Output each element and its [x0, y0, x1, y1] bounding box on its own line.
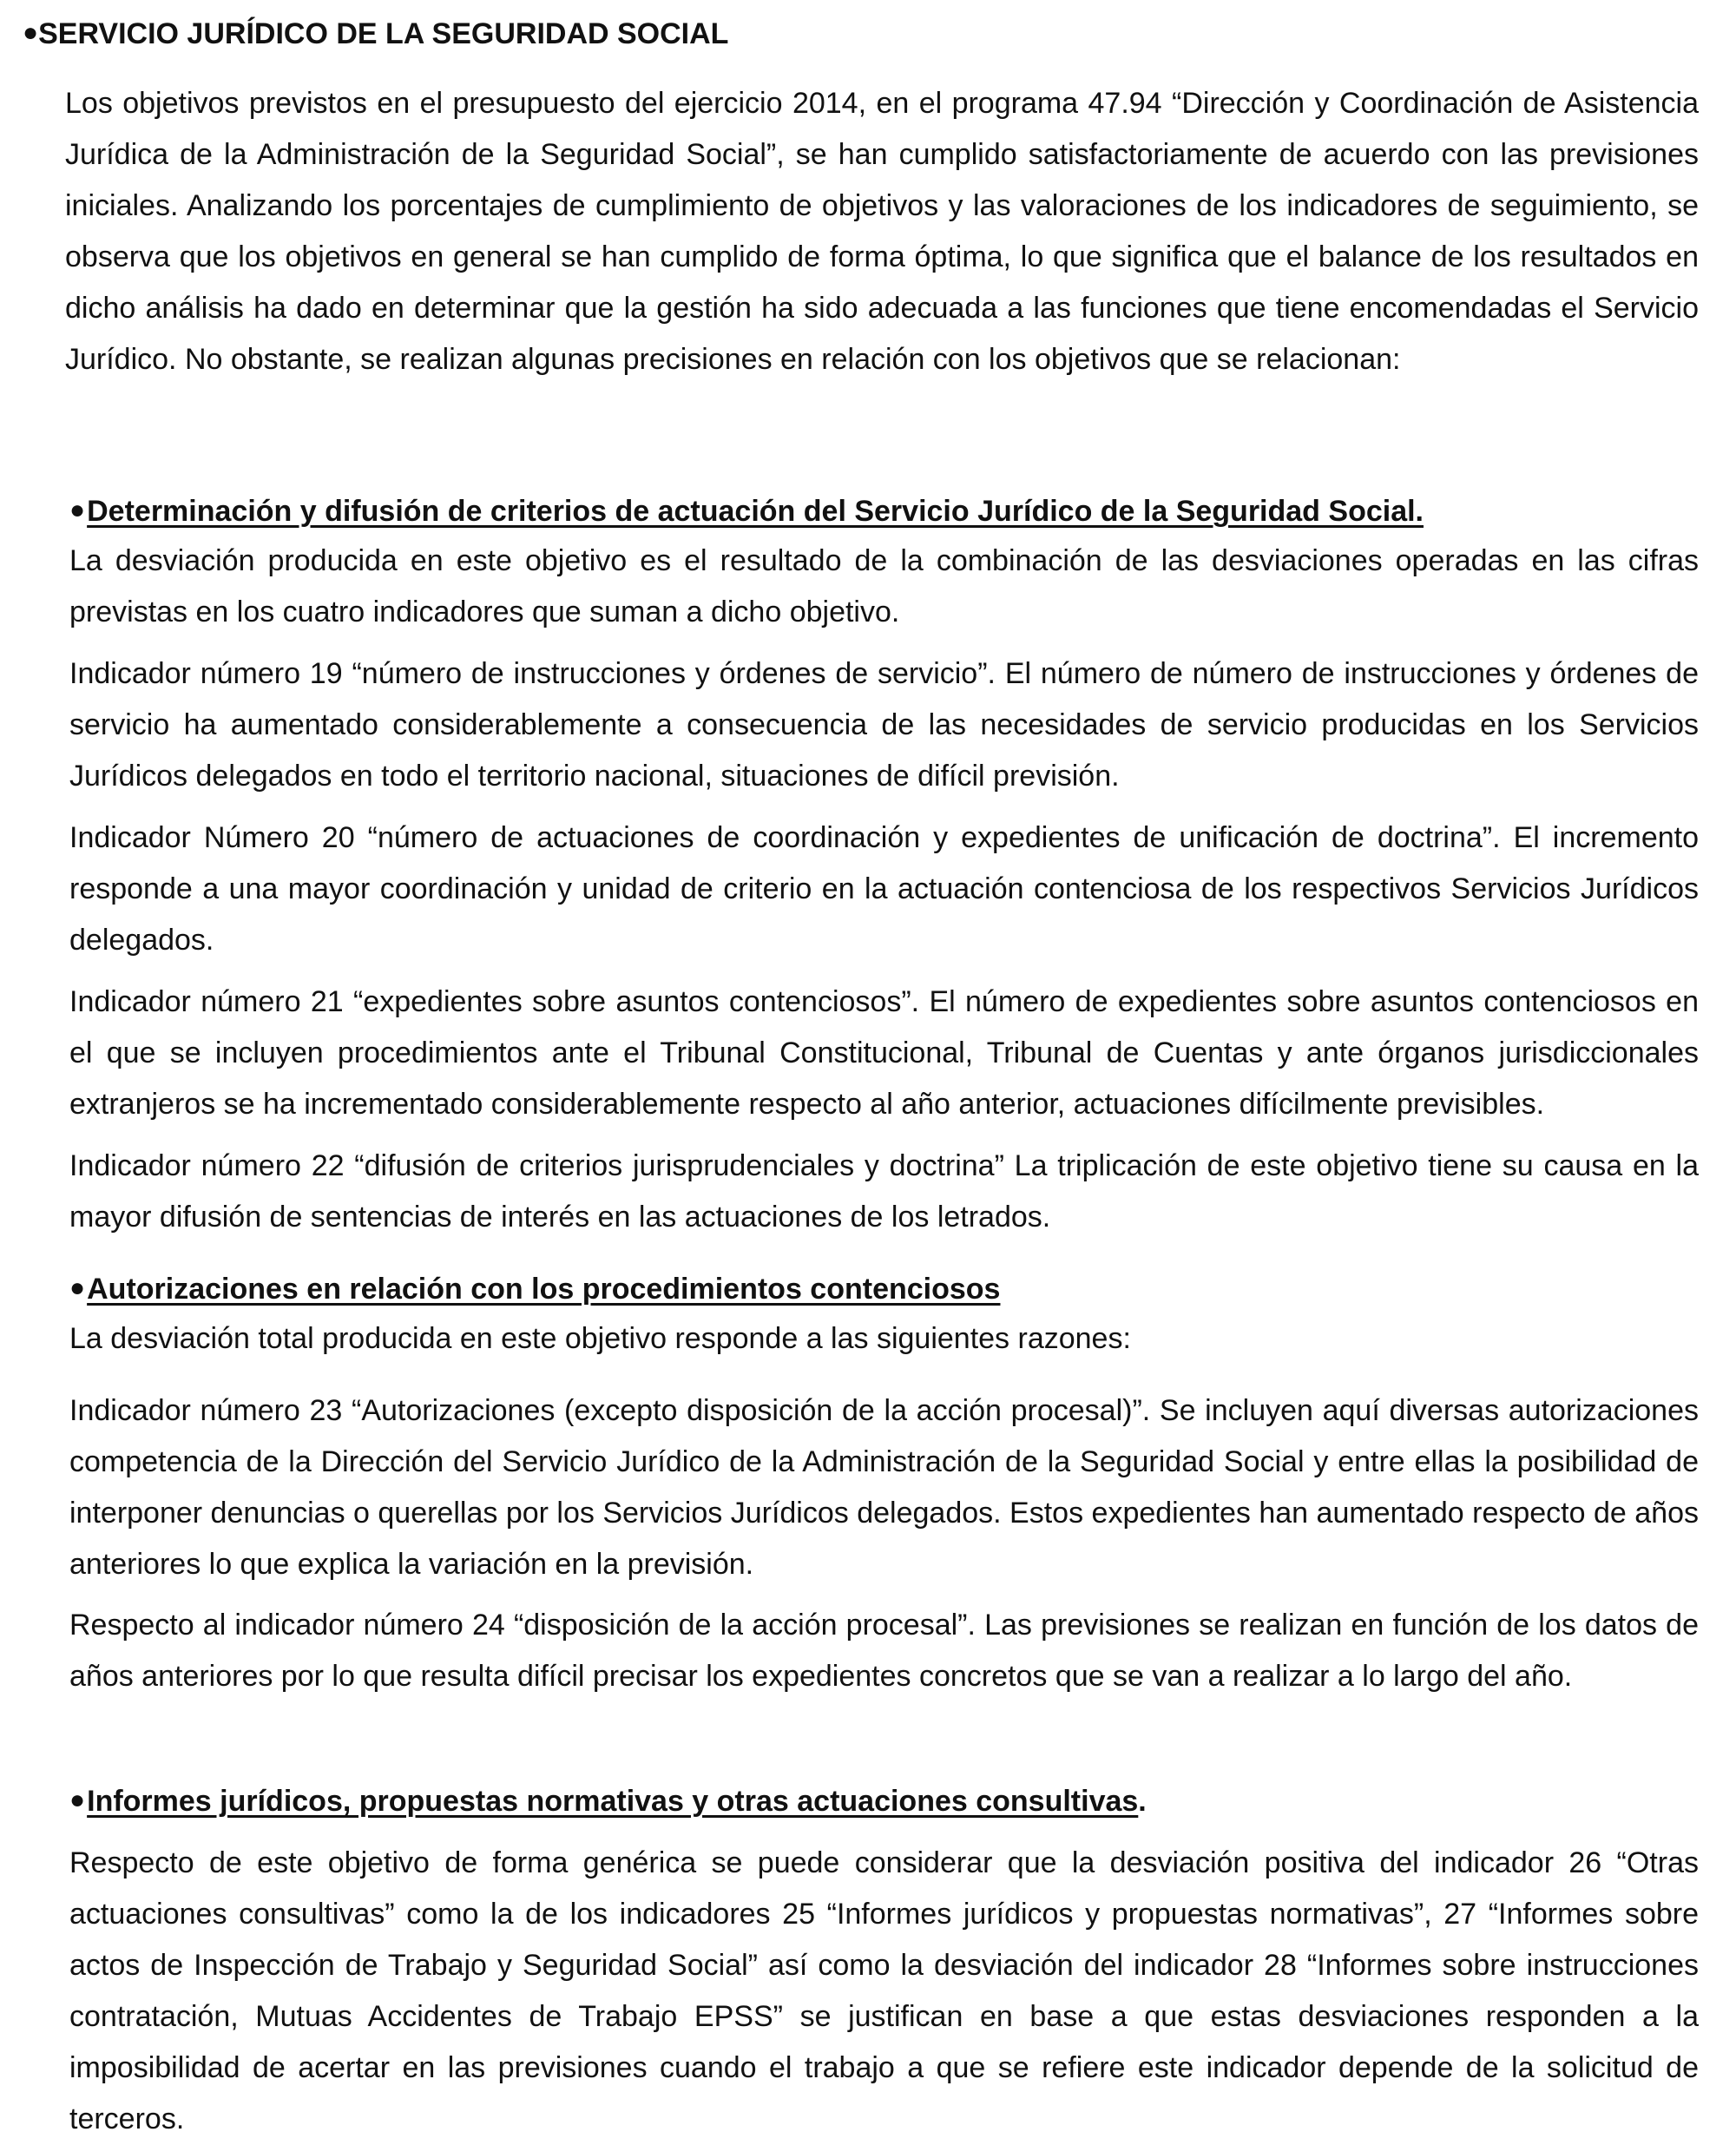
paragraph: La desviación producida en este objetivo es el resultado de la combinación de las desviaciones operadas en las cifras previstas en los cuatro indicadores que suman a dicho objetivo.	[69, 544, 1699, 628]
page-heading	[23, 12, 728, 55]
paragraph: La desviación total producida en este objetivo responde a las siguientes razones:	[69, 1322, 1131, 1355]
paragraph: Indicador número 19 “número de instrucciones y órdenes de servicio”. El número de número de instrucciones y órdenes de servicio ha aumentado considerablemente a consecuencia de las necesidades de servicio producidas en los Servicios Jurídicos delegados en todo el territorio nacional, situaciones de difícil previsión.	[69, 657, 1699, 793]
bullet-icon: ●	[23, 18, 39, 47]
section-title-text: Determinación y difusión de criterios de actuación del Servicio Jurídico de la Seguridad Social.	[87, 495, 1424, 528]
paragraph: Indicador número 22 “difusión de criterios jurisprudenciales y doctrina” La triplicación de este objetivo tiene su causa en la mayor difusión de sentencias de interés en las actuaciones de los letrados.	[69, 1149, 1699, 1234]
paragraph: Indicador Número 20 “número de actuaciones de coordinación y expedientes de unificación de doctrina”. El incremento responde a una mayor coordinación y unidad de criterio en la actuación contenciosa de los respectivos Servicios Jurídicos delegados.	[69, 821, 1699, 957]
section-title-text: Informes jurídicos, propuestas normativas y otras actuaciones consultivas	[87, 1785, 1139, 1818]
paragraph: Indicador número 23 “Autorizaciones (excepto disposición de la acción procesal)”. Se incluyen aquí diversas autorizaciones competencia de la Dirección del Servicio Jurídico de la Administración de la Seguridad Social y entre ellas la posibilidad de interponer denuncias o querellas por los Servicios Jurídicos delegados. Estos expedientes han aumentado respecto de años anteriores lo que explica la variación en la previsión.	[69, 1394, 1699, 1581]
bullet-icon: ●	[69, 1273, 86, 1302]
paragraph: Respecto de este objetivo de forma genérica se puede considerar que la desviación positiva del indicador 26 “Otras actuaciones consultivas” como la de los indicadores 25 “Informes jurídicos y propuestas normativas”, 27 “Informes sobre actos de Inspección de Trabajo y Seguridad Social” así como la desviación del indicador 28 “Informes sobre instrucciones contratación, Mutuas Accidentes de Trabajo EPSS” se justifican en base a que estas desviaciones responden a la imposibilidad de acertar en las previsiones cuando el trabajo a que se refiere este indicador depende de la solicitud de terceros.	[69, 1846, 1699, 2135]
bullet-icon: ●	[69, 1786, 86, 1814]
paragraph: Indicador número 21 “expedientes sobre asuntos contenciosos”. El número de expedientes sobre asuntos contenciosos en el que se incluyen procedimientos ante el Tribunal Constitucional, Tribunal de Cuentas y ante órganos jurisdiccionales extranjeros se ha incrementado considerablemente respecto al año anterior, actuaciones difícilmente previsibles.	[69, 985, 1699, 1121]
section-title-suffix: .	[1138, 1785, 1147, 1818]
section-title-text: Autorizaciones en relación con los procedimientos contenciosos	[87, 1273, 1001, 1306]
paragraph: Respecto al indicador número 24 “disposición de la acción procesal”. Las previsiones se realizan en función de los datos de años anteriores por lo que resulta difícil precisar los expedientes concretos que se van a realizar a lo largo del año.	[69, 1609, 1699, 1693]
section-title-autorizaciones	[69, 1267, 1000, 1310]
bullet-icon: ●	[69, 496, 86, 524]
section-title-criterios	[69, 490, 1424, 532]
heading-text: SERVICIO JURÍDICO DE LA SEGURIDAD SOCIAL	[38, 17, 729, 50]
intro-paragraph: Los objetivos previstos en el presupuesto del ejercicio 2014, en el programa 47.94 “Dirección y Coordinación de Asistencia Jurídica de la Administración de la Seguridad Social”, se han cumplido satisfactoriamente de acuerdo con las previsiones iniciales. Analizando los porcentajes de cumplimiento de objetivos y las valoraciones de los indicadores de seguimiento, se observa que los objetivos en general se han cumplido de forma óptima, lo que significa que el balance de los resultados en dicho análisis ha dado en determinar que la gestión ha sido adecuada a las funciones que tiene encomendadas el Servicio Jurídico. No obstante, se realizan algunas precisiones en relación con los objetivos que se relacionan:	[65, 87, 1699, 376]
section-title-informes	[69, 1780, 1147, 1822]
